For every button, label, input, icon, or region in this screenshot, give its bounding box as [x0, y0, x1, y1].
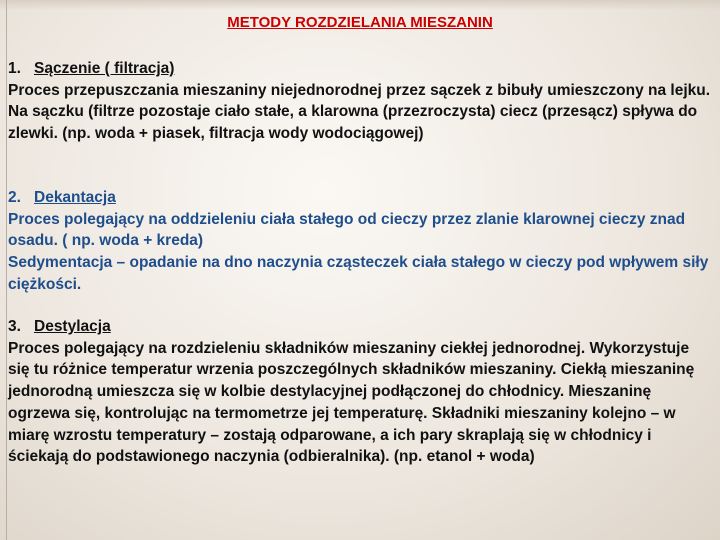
section-heading [8, 58, 714, 80]
page-title: METODY ROZDZIELANIA MIESZANIN [227, 14, 493, 31]
section-title: Destylacja [34, 318, 111, 335]
section-text-sedimentation: Sedymentacja – opadanie na dno naczynia cząsteczek ciała stałego w cieczy pod wpływem siły ciężkości. [8, 254, 709, 293]
section-heading [8, 316, 714, 338]
section-text: Proces polegający na oddzieleniu ciała stałego od cieczy przez zlanie klarownej cieczy znad osadu. ( np. woda + kreda) [8, 210, 686, 250]
top-decor-band [0, 0, 720, 10]
section-decantation [8, 187, 714, 296]
section-title: Sączenie ( filtracja) [34, 60, 175, 77]
section-text: Proces polegający na rozdzieleniu składników mieszaniny ciekłej jednorodnej. Wykorzystuje się tu różnice temperatur wrzenia poszczególnych składników mieszaniny. Ciekłą mieszaninę jednorodną umieszcza się w kolbie destylacyjnej podłączonej do chłodnicy. Mieszaninę ogrzewa się, kontrolując na termometrze jej temperaturę. Składniki mieszaniny kolejno – w miarę wzrostu temperatury – zostają odparowane, a ich pary skraplają się w chłodnicy i ściekają do podstawionego naczynia (odbieralnika). (np. etanol + woda) [8, 339, 695, 466]
section-number: 2. [8, 189, 21, 206]
section-heading [8, 187, 714, 209]
section-number: 1. [8, 60, 21, 77]
left-margin-line [6, 0, 7, 540]
section-number: 3. [8, 318, 21, 335]
section-distillation [8, 316, 714, 468]
section-filtration [8, 58, 714, 145]
section-text: Proces przepuszczania mieszaniny niejednorodnej przez sączek z bibuły umieszczony na lejku. Na sączku (filtrze pozostaje ciało stałe, a klarowna (przezroczysta) ciecz (przesącz) spływa do zlewki. (np. woda + piasek, filtracja wody wodociągowej) [8, 81, 711, 143]
section-title: Dekantacja [34, 189, 116, 206]
